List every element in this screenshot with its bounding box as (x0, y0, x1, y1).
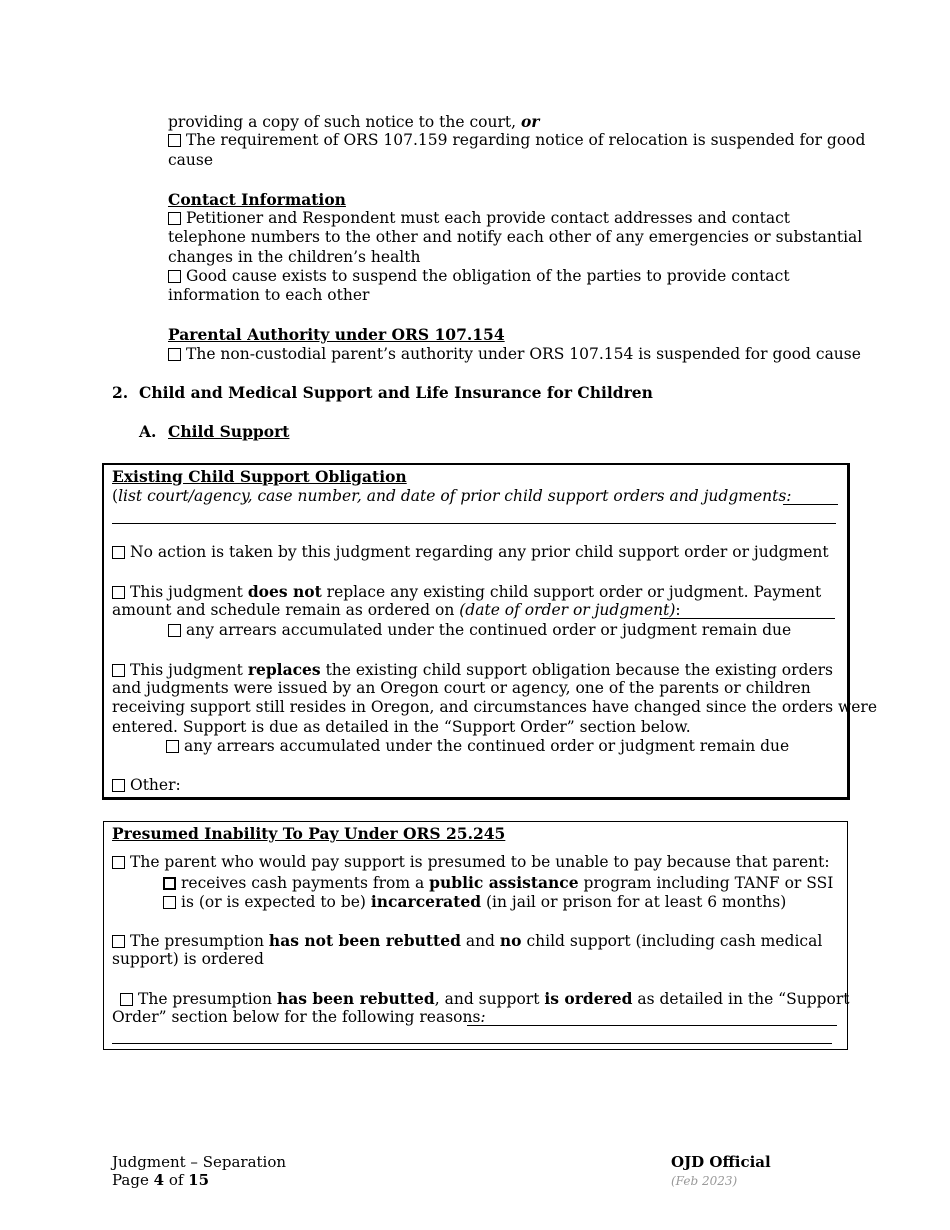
does-not-replace-checkbox[interactable] (112, 586, 125, 599)
no-action-option: No action is taken by this judgment regarding any prior child support order or judgment (112, 543, 829, 562)
section-2-number: 2. (112, 383, 129, 402)
no-action-checkbox[interactable] (112, 546, 125, 559)
not-rebutted-checkbox[interactable] (112, 935, 125, 948)
rebutted-option: The presumption has been rebutted, and support is ordered as detailed in the “Support (120, 989, 850, 1009)
not-rebutted-text-2: support) is ordered (112, 950, 264, 968)
arrears-checkbox-1[interactable] (168, 624, 181, 637)
other-option: Other: (112, 776, 181, 795)
replaces-text-2: and judgments were issued by an Oregon court or agency, one of the parents or children (112, 679, 811, 697)
contact-provide-text-3: changes in the children’s health (168, 248, 421, 266)
existing-support-heading: Existing Child Support Obligation (112, 467, 407, 486)
not-rebutted-option: The presumption has not been rebutted and no child support (including cash medical (112, 931, 822, 951)
footer-official: OJD Official (671, 1153, 771, 1171)
presumed-inability-heading: Presumed Inability To Pay Under ORS 25.245 (112, 824, 506, 843)
footer-doc-title: Judgment – Separation (112, 1153, 287, 1171)
rebutted-text-2: Order” section below for the following reasons: (112, 1008, 486, 1026)
does-not-replace-text-2: amount and schedule remain as ordered on (date of order or judgment): (112, 601, 681, 619)
prior-orders-input-line-2[interactable] (112, 523, 836, 524)
relocation-suspended-text-cont: cause (168, 151, 214, 169)
reasons-input-line-2[interactable] (112, 1043, 832, 1044)
arrears-option-2: any arrears accumulated under the continued order or judgment remain due (166, 737, 789, 756)
section-2a-letter: A. (139, 422, 157, 441)
contact-suspend-option: Good cause exists to suspend the obligation of the parties to provide contact (168, 267, 790, 286)
incarcerated-checkbox[interactable] (163, 896, 176, 909)
contact-provide-checkbox[interactable] (168, 212, 181, 225)
footer-page-number: Page 4 of 15 (112, 1171, 210, 1189)
presumed-intro-checkbox[interactable] (112, 856, 125, 869)
replaces-text-4: entered. Support is due as detailed in the “Support Order” section below. (112, 718, 691, 736)
public-assistance-option: receives cash payments from a public assistance program including TANF or SSI (163, 873, 833, 893)
relocation-suspended-option: The requirement of ORS 107.159 regarding notice of relocation is suspended for good (168, 131, 865, 150)
section-2a-title: Child Support (168, 422, 290, 441)
contact-provide-option: Petitioner and Respondent must each provide contact addresses and contact (168, 209, 790, 228)
incarcerated-option: is (or is expected to be) incarcerated (in jail or prison for at least 6 months) (163, 892, 786, 912)
relocation-suspended-checkbox[interactable] (168, 134, 181, 147)
footer-date: (Feb 2023) (671, 1174, 738, 1188)
does-not-replace-option: This judgment does not replace any existing child support order or judgment. Payment (112, 582, 821, 602)
arrears-checkbox-2[interactable] (166, 740, 179, 753)
reasons-input-line-1[interactable] (467, 1025, 837, 1026)
replaces-checkbox[interactable] (112, 664, 125, 677)
existing-support-instructions: (list court/agency, case number, and date of prior child support orders and judgments: (112, 487, 792, 505)
parental-authority-option: The non-custodial parent’s authority under ORS 107.154 is suspended for good cause (168, 345, 861, 364)
parental-authority-heading: Parental Authority under ORS 107.154 (168, 325, 505, 344)
contact-suspend-text-2: information to each other (168, 286, 370, 304)
relocation-notice-text: providing a copy of such notice to the court, or (168, 112, 540, 131)
replaces-text-3: receiving support still resides in Oregon, and circumstances have changed since the orders were (112, 698, 877, 716)
contact-provide-text-2: telephone numbers to the other and notify each other of any emergencies or substantial (168, 228, 863, 246)
order-date-input-line[interactable] (660, 618, 835, 619)
arrears-option-1: any arrears accumulated under the continued order or judgment remain due (168, 621, 791, 640)
other-checkbox[interactable] (112, 779, 125, 792)
contact-info-heading: Contact Information (168, 190, 346, 209)
presumed-intro-option: The parent who would pay support is presumed to be unable to pay because that parent: (112, 853, 830, 872)
prior-orders-input-line-1[interactable] (783, 504, 838, 505)
rebutted-checkbox[interactable] (120, 993, 133, 1006)
replaces-option: This judgment replaces the existing child support obligation because the existing orders (112, 660, 833, 680)
section-2-title: Child and Medical Support and Life Insurance for Children (139, 383, 653, 402)
contact-suspend-checkbox[interactable] (168, 270, 181, 283)
parental-authority-checkbox[interactable] (168, 348, 181, 361)
public-assistance-checkbox[interactable] (163, 877, 176, 890)
